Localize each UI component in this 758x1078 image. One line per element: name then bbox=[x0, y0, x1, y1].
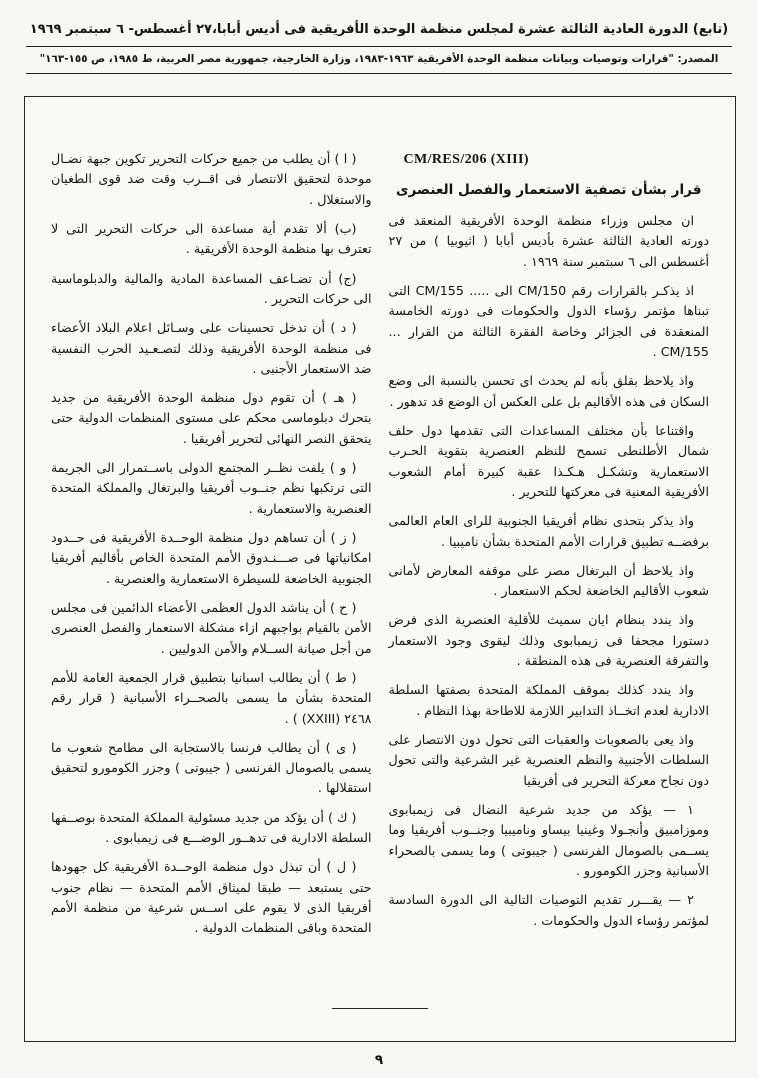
paragraph: واقتناعا بأن مختلف المساعدات التى تقدمها دول حلف شمال الأطلنطى تسمح للنظم العنصرية بتقوية الحـرب الاستعمارية وتشكـل هـكـذا عقبة كبيرة أمام الشعوب الأفريقية المعنية فى معركتها للتحرير . bbox=[388, 422, 709, 499]
list-item-paragraph: ( ى ) أن يطالب فرنسا بالاستجابة الى مطامح شعوب ما يسمى بالصومال الفرنسى ( جيبوتى ) وجزر الكومورو لتحقيق استقلالها . bbox=[51, 739, 372, 796]
list-item-paragraph: ( ا ) أن يطلب من جميع حركات التحرير تكوين جبهة نضـال موحدة لتحقيق الانتصار فى اقــرب وقت ضد قوى الطغيان والاستغلال . bbox=[51, 151, 372, 207]
header-rule-bottom bbox=[26, 73, 732, 74]
paragraph: واذ يذكر بتحدى نظام أفريقيا الجنوبية للراى العام العالمى برفضــه تطبيق قرارات الأمم المتحدة بشأن ناميبيا . bbox=[388, 513, 709, 549]
paragraph: اذ يذكـر بالقرارات رقم CM/150 الى ..... CM/155 التى تبناها مؤتمر رؤساء الدول والحكومات فى دورته الخامسة المنعقدة فى الجزائر وخاصة الفقرة الثالثة من القرار ... CM/155 . bbox=[388, 283, 709, 360]
list-item-paragraph: ( ز ) أن تساهم دول منظمة الوحــدة الأفريقية فى حــدود امكانياتها فى صـــنـدوق الأمم المتحدة الخاص بأقاليم أفريقيا الجنوبية الخاضعة للسيطرة الاستعمارية والعنصرية . bbox=[51, 530, 372, 586]
end-of-text-divider bbox=[332, 1008, 428, 1009]
text-columns bbox=[51, 149, 709, 948]
left-column bbox=[51, 149, 372, 948]
list-item-paragraph: ( ح ) أن يناشد الدول العظمى الأعضاء الدائمين فى مجلس الأمن بالقيام بواجبهم ازاء مشكلة الاستعمار والفصل العنصرى من أجل صيانة الســلام والأمن الدوليين . bbox=[51, 599, 372, 656]
page-number: ٩ bbox=[374, 1052, 384, 1068]
paragraph: ١ — يؤكد من جديد شرعية النضال فى زيمبابوى وموزامبيق وأنجـولا وغينيا بيساو وناميبيا وجنــوب أفريقيا وما يســمى بالصومال الفرنسى ( جيبوتى ) وما يسمى بالصحراء الأسبانية وجزر الكومورو . bbox=[388, 801, 709, 878]
list-item-paragraph: (ج) أن تضـاعف المساعدة المادية والمالية والدبلوماسية الى حركات التحرير . bbox=[51, 270, 372, 306]
list-item-paragraph: ( هـ ) أن تقوم دول منظمة الوحدة الأفريقية من جديد بتحرك دبلوماسى محكم على مستوى المنظمات الدولية حتى يتحقق النصر النهائى لتحرير أفريقيا . bbox=[51, 390, 372, 446]
document-frame bbox=[24, 96, 736, 1042]
list-item-paragraph: ( ط ) أن يطالب اسبانيا بتطبيق قرار الجمعية العامة للأمم المتحدة بشأن ما يسمى بالصحــراء الأسبانية ( قرار رقم ٢٤٦٨ (XXIII) ) . bbox=[51, 669, 372, 726]
paragraph: واذ يندد بنظام ايان سميث للأقلية العنصرية الذى فرض دستورا مجحفا فى زيمبابوى وذلك ليقوى وجود الاستعمار والتفرقة العنصرية فى هذه المنطقة . bbox=[388, 612, 709, 669]
paragraph: واذ يعى بالصعوبات والعقبات التى تحول دون الانتصار على السلطات الأجنبية والنظم العنصرية غير الشرعية والتى تحول دون نجاح معركة التحرير فى أفريقيا bbox=[388, 732, 709, 788]
list-item-paragraph: ( د ) أن تدخل تحسينات على وسـائل اعلام البلاد الأعضاء فى منظمة الوحدة الأفريقية وذلك لتصـعـيد الحرب النفسية ضد الاستعمار الأجنبى . bbox=[51, 320, 372, 376]
paragraph: واذ يندد كذلك بموقف المملكة المتحدة بصفتها السلطة الادارية لعدم اتخــاذ التدابير اللازمة للاطاحة بهذا النظام . bbox=[388, 682, 709, 718]
resolution-title: قرار بشأن تصفية الاستعمار والفصل العنصرى bbox=[396, 182, 702, 199]
page-header bbox=[0, 0, 758, 74]
source-citation-line: المصدر: "قرارات وتوصيات وبيانات منظمة الوحدة الأفريقية ١٩٦٣-١٩٨٣، وزارة الخارجية، جمهورية مصر العربية، ط ١٩٨٥، ص ١٥٥-١٦٣" bbox=[39, 53, 719, 65]
list-item-paragraph: ( ل ) أن تبذل دول منظمة الوحــدة الأفريقية كل جهودها حتى يستبعد — طبقا لميثاق الأمم المتحدة — نظام جنوب أفريقيا الذى لا يقوم على اســس شرعية من منظمة الأمم المتحدة وباقى المنظمات الدولية . bbox=[51, 859, 372, 936]
paragraph: ان مجلس وزراء منظمة الوحدة الأفريقية المنعقد فى دورته العادية الثالثة عشرة بأديس أبابا ( اثيوبيا ) من ٢٧ أغسطس الى ٦ سبتمبر سنة ١٩٦٩ . bbox=[388, 213, 709, 269]
header-rule-top bbox=[26, 46, 732, 47]
paragraph: ٢ — يقـــرر تقديم التوصيات التالية الى الدورة السادسة لمؤتمر رؤساء الدول والحكومات . bbox=[388, 892, 709, 928]
paragraph: واذ يلاحظ أن البرتغال مصر على موقفه المعارض لأمانى شعوب الأقاليم الخاضعة لحكم الاستعمار . bbox=[388, 562, 709, 599]
resolution-reference: CM/RES/206 (XIII) bbox=[403, 152, 529, 167]
list-item-paragraph: (ب) ألا تقدم أية مساعدة الى حركات التحرير التى لا تعترف بها منظمة الوحدة الأفريقية . bbox=[51, 220, 372, 257]
list-item-paragraph: ( ك ) أن يؤكد من جديد مسئولية المملكة المتحدة بوصــفها السلطة الادارية فى تدهــور الوضـــع فى زيمبابوى . bbox=[51, 809, 372, 846]
session-title-line: (تابع) الدورة العادية الثالثة عشرة لمجلس منظمة الوحدة الأفريقية فى أديس أبابا،٢٧ أغسطس- ٦ سبتمبر ١٩٦٩ bbox=[29, 22, 729, 37]
list-item-paragraph: ( و ) يلفت نظــر المجتمع الدولى باســتمرار الى الجريمة التى ترتكبها نظم جنــوب أفريقيا والبرتغال والمملكة المتحدة العنصرية والاستعمارية . bbox=[51, 460, 372, 516]
right-column bbox=[389, 149, 710, 940]
paragraph: واذ يلاحظ بقلق بأنه لم يحدث اى تحسن بالنسبة الى وضع السكان فى هذه الأقاليم بل على العكس أن الوضع قد تدهور . bbox=[388, 373, 709, 409]
